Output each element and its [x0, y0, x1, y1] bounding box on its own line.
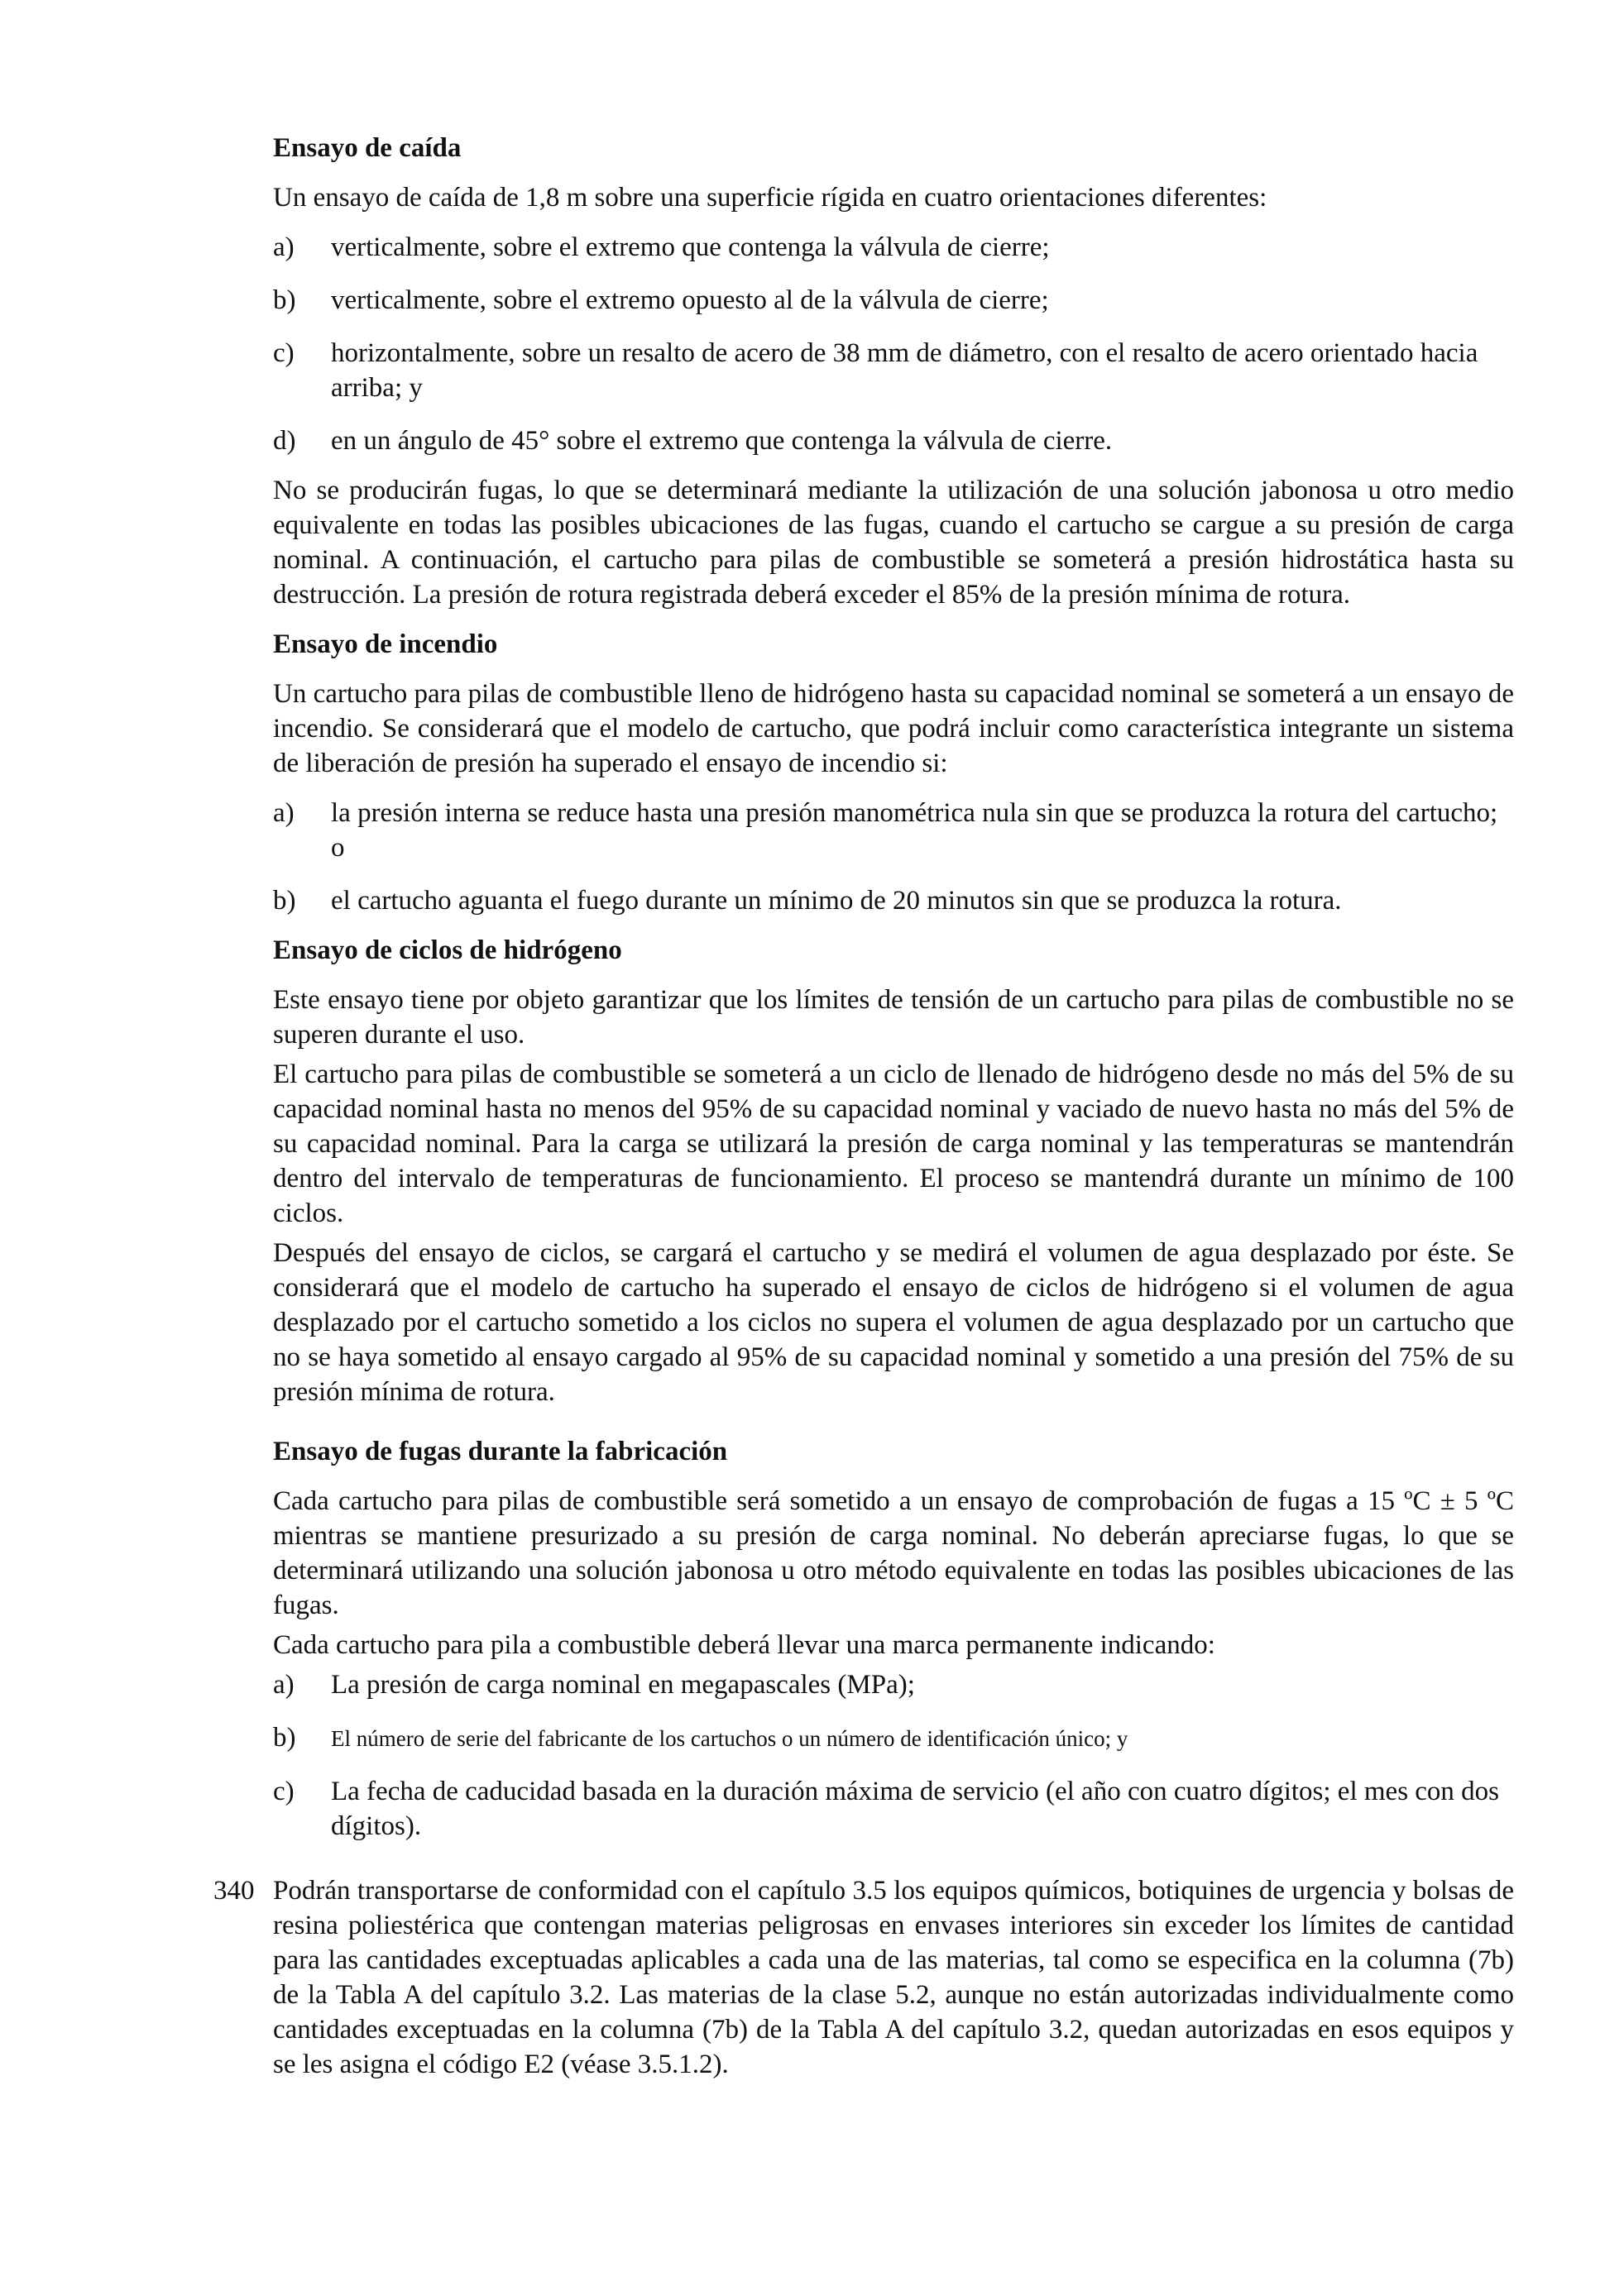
drop-test-intro: Un ensayo de caída de 1,8 m sobre una superficie rígida en cuatro orientaciones diferentes:	[273, 183, 1267, 213]
list-item-text: en un ángulo de 45° sobre el extremo que contenga la válvula de cierre.	[331, 426, 1113, 456]
hydrogen-cycle-p3: Después del ensayo de ciclos, se cargará el cartucho y se medirá el volumen de agua desplazado por éste. Se considerará que el modelo de cartucho ha superado el ensayo de ciclos de hidrógeno si el volumen de agua desplazado por el cartucho sometido a los ciclos no supera el volumen de agua desplazado por un cartucho que no se haya sometido al ensayo cargado al 95% de su capacidad nominal y sometido a una presión del 75% de su presión mínima de rotura.	[273, 1238, 1514, 1407]
special-provision-340	[213, 1873, 1514, 2082]
list-marker: a)	[273, 798, 295, 828]
fire-test-heading: Ensayo de incendio	[273, 629, 498, 659]
leak-test-p2: Cada cartucho para pila a combustible deberá llevar una marca permanente indicando:	[273, 1630, 1215, 1660]
leak-test-list	[273, 1667, 1514, 1844]
fire-test-list	[273, 796, 1514, 918]
list-marker: b)	[273, 285, 296, 315]
drop-test-heading: Ensayo de caída	[273, 133, 462, 163]
list-item	[273, 230, 1514, 265]
list-item	[273, 1667, 1514, 1702]
list-marker: c)	[273, 338, 295, 368]
list-marker: a)	[273, 1670, 295, 1700]
fire-test-intro: Un cartucho para pilas de combustible lleno de hidrógeno hasta su capacidad nominal se someterá a un ensayo de incendio. Se considerará que el modelo de cartucho, que podrá incluir como característica integrante un sistema de liberación de presión ha superado el ensayo de incendio si:	[273, 679, 1514, 778]
provision-number: 340	[213, 1876, 255, 1906]
list-item-text: verticalmente, sobre el extremo que contenga la válvula de cierre;	[331, 232, 1050, 262]
list-item-text: La fecha de caducidad basada en la duración máxima de servicio (el año con cuatro dígitos; el mes con dos dígitos).	[331, 1777, 1500, 1841]
drop-test-list	[273, 230, 1514, 458]
list-item	[273, 883, 1514, 918]
document-page	[213, 131, 1514, 2097]
hydrogen-cycle-heading: Ensayo de ciclos de hidrógeno	[273, 935, 622, 965]
list-marker: a)	[273, 232, 295, 262]
list-item	[273, 1774, 1514, 1844]
list-item-text: horizontalmente, sobre un resalto de acero de 38 mm de diámetro, con el resalto de acero orientado hacia arriba; y	[331, 338, 1478, 403]
provision-text: Podrán transportarse de conformidad con el capítulo 3.5 los equipos químicos, botiquines de urgencia y bolsas de resina poliestérica que contengan materias peligrosas en envases interiores sin exceder los límites de cantidad para las cantidades exceptuadas aplicables a cada una de las materias, tal como se especifica en la columna (7b) de la Tabla A del capítulo 3.2. Las materias de la clase 5.2, aunque no están autorizadas individualmente como cantidades exceptuadas en la columna (7b) de la Tabla A del capítulo 3.2, quedan autorizadas en esos equipos y se les asigna el código E2 (véase 3.5.1.2).	[273, 1876, 1514, 2079]
list-item	[273, 336, 1514, 405]
leak-test-heading: Ensayo de fugas durante la fabricación	[273, 1437, 728, 1466]
list-item-text: El número de serie del fabricante de los cartuchos o un número de identificación único; y	[331, 1726, 1128, 1751]
list-item-text: La presión de carga nominal en megapascales (MPa);	[331, 1670, 915, 1700]
list-marker: d)	[273, 426, 296, 456]
list-marker: c)	[273, 1777, 295, 1806]
list-item-text: verticalmente, sobre el extremo opuesto al de la válvula de cierre;	[331, 285, 1049, 315]
list-item	[273, 283, 1514, 318]
hydrogen-cycle-p1: Este ensayo tiene por objeto garantizar que los límites de tensión de un cartucho para pilas de combustible no se superen durante el uso.	[273, 985, 1514, 1050]
list-item	[273, 796, 1514, 865]
drop-test-body: No se producirán fugas, lo que se determinará mediante la utilización de una solución jabonosa u otro medio equivalente en todas las posibles ubicaciones de las fugas, cuando el cartucho se cargue a su presión de carga nominal. A continuación, el cartucho para pilas de combustible se someterá a presión hidrostática hasta su destrucción. La presión de rotura registrada deberá exceder el 85% de la presión mínima de rotura.	[273, 476, 1514, 610]
hydrogen-cycle-p2: El cartucho para pilas de combustible se someterá a un ciclo de llenado de hidrógeno desde no más del 5% de su capacidad nominal hasta no menos del 95% de su capacidad nominal y vaciado de nuevo hasta no más del 5% de su capacidad nominal. Para la carga se utilizará la presión de carga nominal y las temperaturas se mantendrán dentro del intervalo de temperaturas de funcionamiento. El proceso se mantendrá durante un mínimo de 100 ciclos.	[273, 1060, 1514, 1228]
list-marker: b)	[273, 1723, 296, 1753]
list-item	[273, 1720, 1514, 1756]
list-item	[273, 423, 1514, 458]
leak-test-p1: Cada cartucho para pilas de combustible será sometido a un ensayo de comprobación de fugas a 15 ºC ± 5 ºC mientras se mantiene presurizado a su presión de carga nominal. No deberán apreciarse fugas, lo que se determinará utilizando una solución jabonosa u otro método equivalente en todas las posibles ubicaciones de las fugas.	[273, 1486, 1514, 1620]
list-item-text: la presión interna se reduce hasta una presión manométrica nula sin que se produzca la rotura del cartucho; o	[331, 798, 1498, 863]
list-marker: b)	[273, 886, 296, 916]
list-item-text: el cartucho aguanta el fuego durante un mínimo de 20 minutos sin que se produzca la rotura.	[331, 886, 1342, 916]
